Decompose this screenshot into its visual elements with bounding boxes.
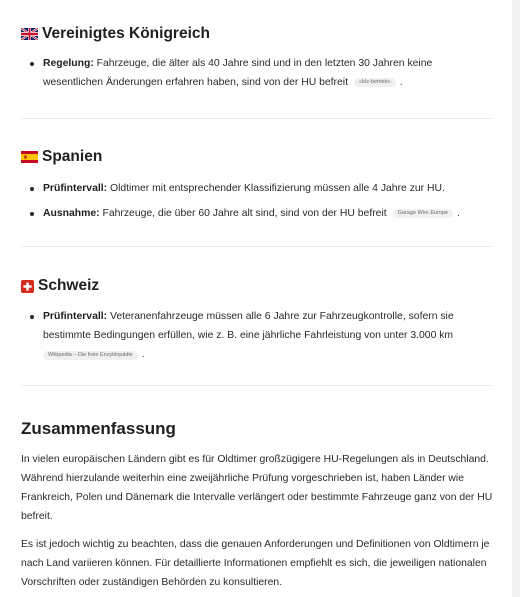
section-heading-ch [21,276,494,296]
item-label: Prüfintervall: [43,183,108,194]
source-badge[interactable]: «kfz-betrieb» [354,78,396,87]
list-item [43,307,494,364]
section-title-es: Spanien [42,148,103,165]
item-end: . [457,208,460,219]
uk-flag-icon [21,28,38,40]
section-title-ch: Schweiz [38,277,100,294]
summary-paragraph-2: Es ist jedoch wichtig zu beachten, dass die genauen Anforderungen und Definitionen von Oldtimern je nach Land variieren können. Für detaillierte Informationen empfiehlt es sich, die jeweiligen nationalen Vorschriften oder zuständigen Behörden zu konsultieren. [21,539,490,588]
switzerland-flag-icon [21,280,34,293]
list-item [43,204,494,223]
summary-heading: Zusammenfassung [21,419,176,438]
summary-paragraph-1: In vielen europäischen Ländern gibt es für Oldtimer großzügigere HU-Regelungen als in Deutschland. Während hierzulande weiterhin eine zweijährliche Prüfung vorgeschrieben ist, haben Länder wie Frankreich, Polen und Dänemark die Intervalle verlängert oder bestimmte Fahrzeuge ganz von der HU befreit. [21,454,493,522]
section-heading-es [21,147,494,167]
item-label: Ausnahme: [43,208,100,219]
item-end: . [399,77,403,88]
section-heading-uk [21,24,494,44]
item-text: Fahrzeuge, die älter als 40 Jahre sind und in den letzten 30 Jahren keine wesentlichen Änderungen erfahren haben, sind von der HU befreit [43,58,433,88]
list-item [43,54,494,92]
divider [21,118,493,119]
item-text: Veteranenfahrzeuge müssen alle 6 Jahre zur Fahrzeugkontrolle, sofern sie bestimmte Bedingungen erfüllen, wie z. B. eine jährliche Fahrleistung von unter 3.000 km [43,311,454,341]
spain-flag-icon [21,151,38,163]
item-label: Regelung: [43,58,94,69]
source-badge[interactable]: Wikipedia – Die freie Enzyklopädie [43,351,138,360]
section-es [21,147,494,223]
summary-section [21,418,494,592]
section-title-uk: Vereinigtes Königreich [42,25,210,42]
divider [21,246,493,247]
es-list [21,179,494,223]
source-badge[interactable]: Garage Wire Europe [393,209,453,218]
item-label: Prüfintervall: [43,311,108,322]
item-text: Oldtimer mit entsprechender Klassifizierung müssen alle 4 Jahre zur HU. [107,183,445,194]
uk-list [21,54,494,92]
item-text: Fahrzeuge, die über 60 Jahre alt sind, sind von der HU befreit [99,208,387,219]
item-end: . [141,349,145,360]
section-uk [21,24,494,92]
section-ch [21,276,494,364]
list-item [43,179,494,198]
scrollbar[interactable] [512,0,520,597]
divider [21,385,493,386]
ch-list [21,307,494,364]
